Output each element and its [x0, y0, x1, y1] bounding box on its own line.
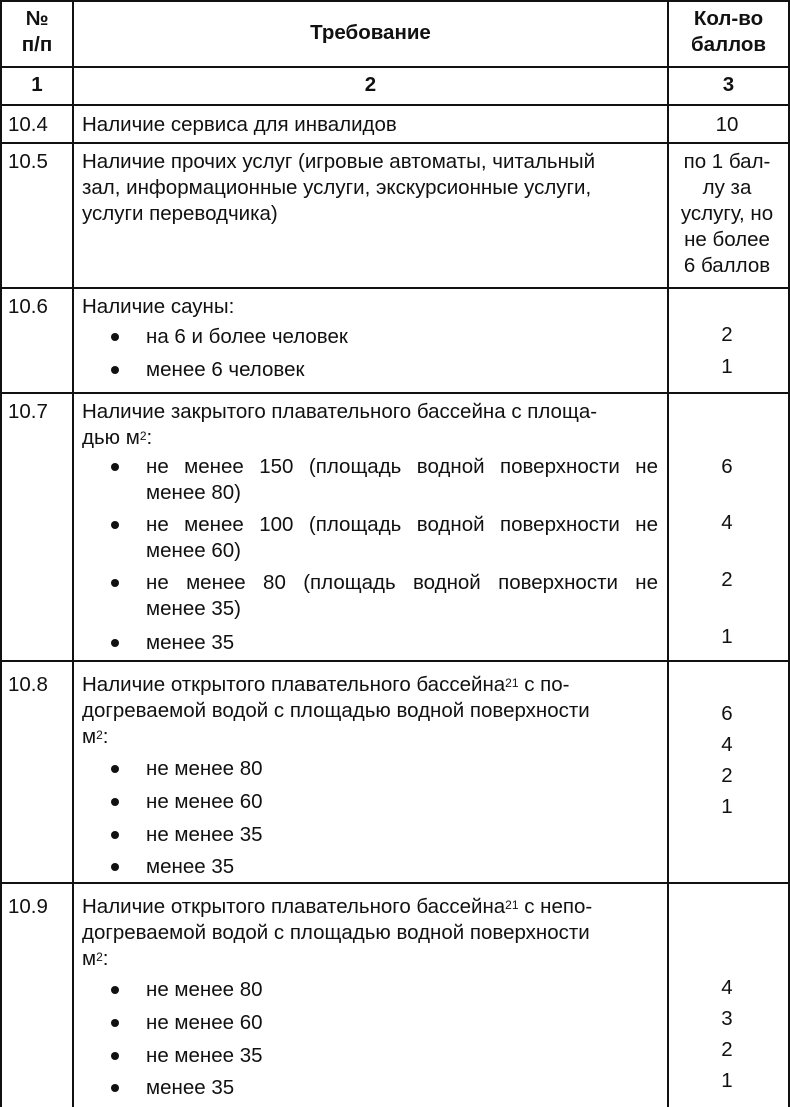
- list-item: менее 35: [146, 1076, 235, 1099]
- requirement-text: Наличие закрытого плавательного бассейна с площа-: [82, 400, 598, 423]
- list-item: не менее 150 (площадь водной поверхности не: [146, 455, 658, 478]
- bullet-icon: [111, 798, 119, 806]
- requirement-text: Наличие сервиса для инвалидов: [82, 113, 397, 136]
- points-value: 2: [721, 1038, 733, 1061]
- bullet-icon: [111, 986, 119, 994]
- list-item: не менее 60: [146, 1011, 263, 1034]
- list-item: не менее 60: [146, 790, 263, 813]
- row-number: 10.5: [8, 150, 48, 173]
- header-col2: Требование: [310, 21, 431, 44]
- points-value: 4: [721, 733, 733, 756]
- requirement-text: услуги переводчика): [82, 202, 278, 225]
- row-number: 10.9: [8, 895, 48, 918]
- header-col1-line1: №: [25, 7, 49, 30]
- list-item: не менее 80: [146, 978, 263, 1001]
- list-item: менее 80): [146, 481, 241, 504]
- row-divider: [0, 287, 790, 289]
- bullet-icon: [111, 765, 119, 773]
- row-number: 10.8: [8, 673, 48, 696]
- requirement-text: догреваемой водой с площадью водной поверхности: [82, 921, 590, 944]
- list-item: менее 60): [146, 539, 241, 562]
- requirement-text: Наличие прочих услуг (игровые автоматы, читальный: [82, 150, 596, 173]
- superscript: 21: [505, 676, 519, 690]
- points-value: 6 баллов: [683, 254, 771, 277]
- points-value: 3: [721, 1007, 733, 1030]
- list-item: менее 35): [146, 597, 241, 620]
- points-value: лу за: [702, 176, 752, 199]
- points-value: 2: [721, 568, 733, 591]
- points-value: услугу, но: [680, 202, 774, 225]
- bullet-icon: [111, 1052, 119, 1060]
- list-item: менее 35: [146, 631, 235, 654]
- requirement-text: догреваемой водой с площадью водной поверхности: [82, 699, 590, 722]
- points-value: 1: [721, 355, 733, 378]
- points-value: 2: [721, 764, 733, 787]
- list-item: не менее 35: [146, 823, 263, 846]
- row-divider: [0, 142, 790, 144]
- bullet-icon: [111, 463, 119, 471]
- points-value: 10: [715, 113, 739, 136]
- list-item: не менее 35: [146, 1044, 263, 1067]
- requirement-text: Наличие сауны:: [82, 295, 235, 318]
- points-value: 1: [721, 795, 733, 818]
- list-item: на 6 и более человек: [146, 325, 348, 348]
- colnum-2: 2: [364, 73, 377, 96]
- header-col3-line2: баллов: [691, 33, 766, 56]
- row-number: 10.4: [8, 113, 48, 136]
- row-divider: [0, 660, 790, 662]
- row-divider: [0, 104, 790, 106]
- column-divider-1: [72, 0, 74, 1107]
- table-border-top: [0, 0, 790, 2]
- requirement-text: дью $м^2$:: [82, 426, 153, 449]
- bullet-icon: [111, 1084, 119, 1092]
- list-item: не менее 80: [146, 757, 263, 780]
- bullet-icon: [111, 521, 119, 529]
- header-col1-line2: п/п: [21, 33, 53, 56]
- points-value: не более: [684, 228, 770, 251]
- points-value: 1: [721, 625, 733, 648]
- points-value: по 1 бал-: [683, 150, 771, 173]
- header-col3-line1: Кол-во: [693, 7, 764, 30]
- bullet-icon: [111, 639, 119, 647]
- requirement-text: зал, информационные услуги, экскурсионные услуги,: [82, 176, 592, 199]
- requirement-text: $м^2$:: [82, 947, 109, 970]
- column-divider-2: [667, 0, 669, 1107]
- points-value: 6: [721, 702, 733, 725]
- bullet-icon: [111, 1019, 119, 1027]
- row-divider: [0, 882, 790, 884]
- bullet-icon: [111, 579, 119, 587]
- bullet-icon: [111, 366, 119, 374]
- requirement-text: Наличие открытого плавательного бассейна$^{21}$ с по-: [82, 673, 570, 696]
- list-item: не менее 100 (площадь водной поверхности не: [146, 513, 658, 536]
- list-item: менее 35: [146, 855, 235, 878]
- bullet-icon: [111, 863, 119, 871]
- bullet-icon: [111, 333, 119, 341]
- row-number: 10.7: [8, 400, 48, 423]
- list-item: менее 6 человек: [146, 358, 305, 381]
- requirement-text: $м^2$:: [82, 725, 109, 748]
- superscript: 2: [96, 728, 103, 742]
- points-value: 1: [721, 1069, 733, 1092]
- list-item: не менее 80 (площадь водной поверхности не: [146, 571, 658, 594]
- row-divider: [0, 392, 790, 394]
- requirement-text: Наличие открытого плавательного бассейна$^{21}$ с непо-: [82, 895, 593, 918]
- points-value: 2: [721, 323, 733, 346]
- points-value: 6: [721, 455, 733, 478]
- row-divider: [0, 66, 790, 68]
- table-border-left: [0, 0, 2, 1107]
- points-value: 4: [721, 976, 733, 999]
- points-value: 4: [721, 511, 733, 534]
- superscript: 2: [96, 950, 103, 964]
- colnum-1: 1: [31, 73, 43, 96]
- row-number: 10.6: [8, 295, 48, 318]
- superscript: 21: [505, 898, 519, 912]
- superscript: 2: [139, 429, 147, 443]
- colnum-3: 3: [722, 73, 735, 96]
- bullet-icon: [111, 831, 119, 839]
